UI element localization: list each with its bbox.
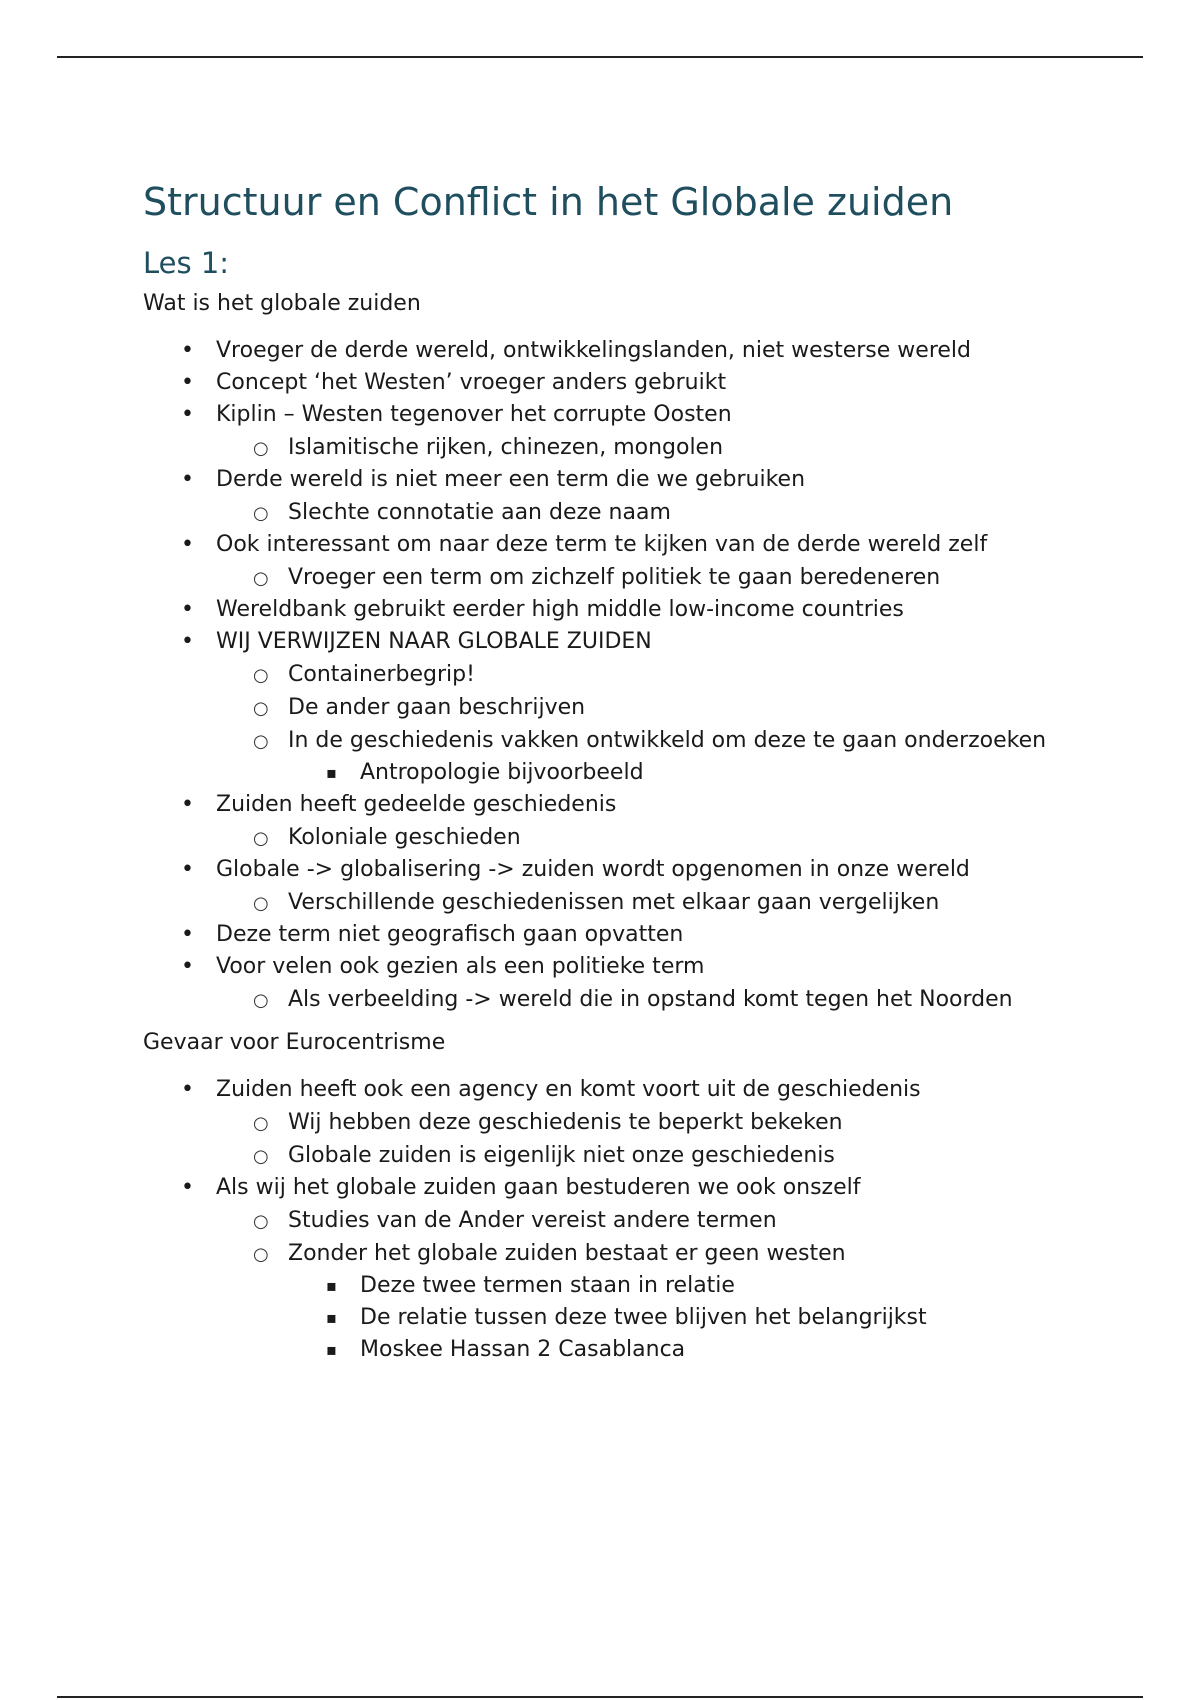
list-item-text: Globale -> globalisering -> zuiden wordt opgenomen in onze wereld [216, 857, 970, 882]
bullet-icon: ○ [253, 568, 269, 589]
list-item-text: Deze term niet geografisch gaan opvatten [216, 922, 684, 947]
bullet-list-level-1 [143, 1074, 1083, 1366]
list-item-text: Slechte connotatie aan deze naam [288, 500, 671, 525]
list-item [143, 367, 1083, 399]
list-item-text: Zuiden heeft gedeelde geschiedenis [216, 792, 617, 817]
list-item-text: Antropologie bijvoorbeeld [360, 760, 644, 785]
bullet-icon: ○ [253, 698, 269, 719]
list-item-text: De relatie tussen deze twee blijven het belangrijkst [360, 1305, 927, 1330]
bullet-icon: ○ [253, 1146, 269, 1167]
list-item-text: Ook interessant om naar deze term te kijken van de derde wereld zelf [216, 532, 988, 557]
list-item [288, 1334, 1083, 1366]
list-item [216, 1106, 1083, 1139]
list-item-text: Kiplin – Westen tegenover het corrupte Oosten [216, 402, 732, 427]
bullet-icon: ▪ [326, 1340, 337, 1359]
bullet-icon: • [181, 792, 194, 817]
list-item [216, 691, 1083, 724]
bullet-list-level-2 [216, 658, 1083, 789]
list-item [216, 724, 1083, 789]
list-item [216, 658, 1083, 691]
list-item [143, 1074, 1083, 1172]
bullet-icon: ○ [253, 1113, 269, 1134]
bullet-icon: ○ [253, 1244, 269, 1265]
list-item-text: Islamitische rijken, chinezen, mongolen [288, 435, 724, 460]
list-item [216, 886, 1083, 919]
list-item [143, 529, 1083, 594]
document-title: Structuur en Conflict in het Globale zuiden [143, 180, 954, 224]
list-item [143, 399, 1083, 464]
list-item-text: Koloniale geschieden [288, 825, 521, 850]
bullet-icon: • [181, 467, 194, 492]
bullet-list-level-3 [288, 1270, 1083, 1366]
list-item [216, 821, 1083, 854]
bullet-icon: ○ [253, 503, 269, 524]
list-item [288, 757, 1083, 789]
bullet-icon: • [181, 402, 194, 427]
list-item-text: Als verbeelding -> wereld die in opstand komt tegen het Noorden [288, 987, 1013, 1012]
bullet-list-level-2 [216, 1204, 1083, 1366]
section-heading: Gevaar voor Eurocentrisme [143, 1030, 446, 1055]
bullet-icon: ○ [253, 893, 269, 914]
bullet-icon: • [181, 922, 194, 947]
list-item [216, 496, 1083, 529]
list-item-text: De ander gaan beschrijven [288, 695, 586, 720]
list-item-text: Globale zuiden is eigenlijk niet onze geschiedenis [288, 1143, 835, 1168]
list-item [216, 1204, 1083, 1237]
list-item [143, 464, 1083, 529]
list-item [143, 919, 1083, 951]
list-item [216, 431, 1083, 464]
bullet-icon: • [181, 1077, 194, 1102]
bullet-icon: • [181, 532, 194, 557]
bullet-list-level-2 [216, 561, 1083, 594]
list-item-text: Zonder het globale zuiden bestaat er geen westen [288, 1241, 846, 1266]
bullet-list-level-1 [143, 335, 1083, 1016]
list-item-text: Derde wereld is niet meer een term die we gebruiken [216, 467, 806, 492]
list-item-text: Vroeger de derde wereld, ontwikkelingslanden, niet westerse wereld [216, 338, 972, 363]
bullet-list-level-2 [216, 496, 1083, 529]
bullet-icon: ▪ [326, 763, 337, 782]
list-item-text: Wereldbank gebruikt eerder high middle low-income countries [216, 597, 904, 622]
document-body [143, 178, 1083, 1366]
list-item-text: Studies van de Ander vereist andere termen [288, 1208, 777, 1233]
list-item-text: Als wij het globale zuiden gaan bestuderen we ook onszelf [216, 1175, 861, 1200]
list-item [216, 561, 1083, 594]
list-item-text: Moskee Hassan 2 Casablanca [360, 1337, 686, 1362]
bullet-icon: ○ [253, 665, 269, 686]
bullet-list-level-2 [216, 983, 1083, 1016]
lesson-heading: Les 1: [143, 246, 230, 280]
bullet-icon: ○ [253, 828, 269, 849]
bullet-icon: ▪ [326, 1308, 337, 1327]
list-item-text: WIJ VERWIJZEN NAAR GLOBALE ZUIDEN [216, 629, 652, 654]
bullet-icon: • [181, 954, 194, 979]
list-item [143, 951, 1083, 1016]
bullet-icon: • [181, 597, 194, 622]
bullet-icon: • [181, 338, 194, 363]
list-item [143, 335, 1083, 367]
bullet-icon: ○ [253, 1211, 269, 1232]
list-item [216, 1237, 1083, 1366]
footer-rule [57, 1696, 1143, 1698]
list-item-text: Concept ‘het Westen’ vroeger anders gebruikt [216, 370, 727, 395]
bullet-list-level-2 [216, 1106, 1083, 1172]
bullet-list-level-2 [216, 821, 1083, 854]
list-item-text: Vroeger een term om zichzelf politiek te gaan beredeneren [288, 565, 941, 590]
bullet-icon: • [181, 857, 194, 882]
list-item [143, 626, 1083, 789]
list-item-text: Voor velen ook gezien als een politieke term [216, 954, 705, 979]
list-item-text: Containerbegrip! [288, 662, 475, 687]
list-item [143, 854, 1083, 919]
list-item-text: In de geschiedenis vakken ontwikkeld om deze te gaan onderzoeken [288, 728, 1047, 753]
list-item-text: Deze twee termen staan in relatie [360, 1273, 735, 1298]
bullet-icon: ○ [253, 990, 269, 1011]
list-item-text: Zuiden heeft ook een agency en komt voort uit de geschiedenis [216, 1077, 921, 1102]
header-rule [57, 56, 1143, 58]
list-item [216, 1139, 1083, 1172]
bullet-icon: • [181, 370, 194, 395]
section-heading: Wat is het globale zuiden [143, 291, 421, 316]
bullet-icon: ▪ [326, 1276, 337, 1295]
bullet-icon: ○ [253, 438, 269, 459]
list-item-text: Verschillende geschiedenissen met elkaar gaan vergelijken [288, 890, 940, 915]
list-item [143, 1172, 1083, 1366]
list-item [143, 789, 1083, 854]
sections [143, 289, 1083, 1366]
list-item-text: Wij hebben deze geschiedenis te beperkt bekeken [288, 1110, 843, 1135]
bullet-icon: • [181, 629, 194, 654]
list-item [288, 1302, 1083, 1334]
list-item [288, 1270, 1083, 1302]
list-item [143, 594, 1083, 626]
bullet-list-level-2 [216, 431, 1083, 464]
bullet-list-level-3 [288, 757, 1083, 789]
list-item [216, 983, 1083, 1016]
bullet-icon: • [181, 1175, 194, 1200]
bullet-icon: ○ [253, 731, 269, 752]
bullet-list-level-2 [216, 886, 1083, 919]
